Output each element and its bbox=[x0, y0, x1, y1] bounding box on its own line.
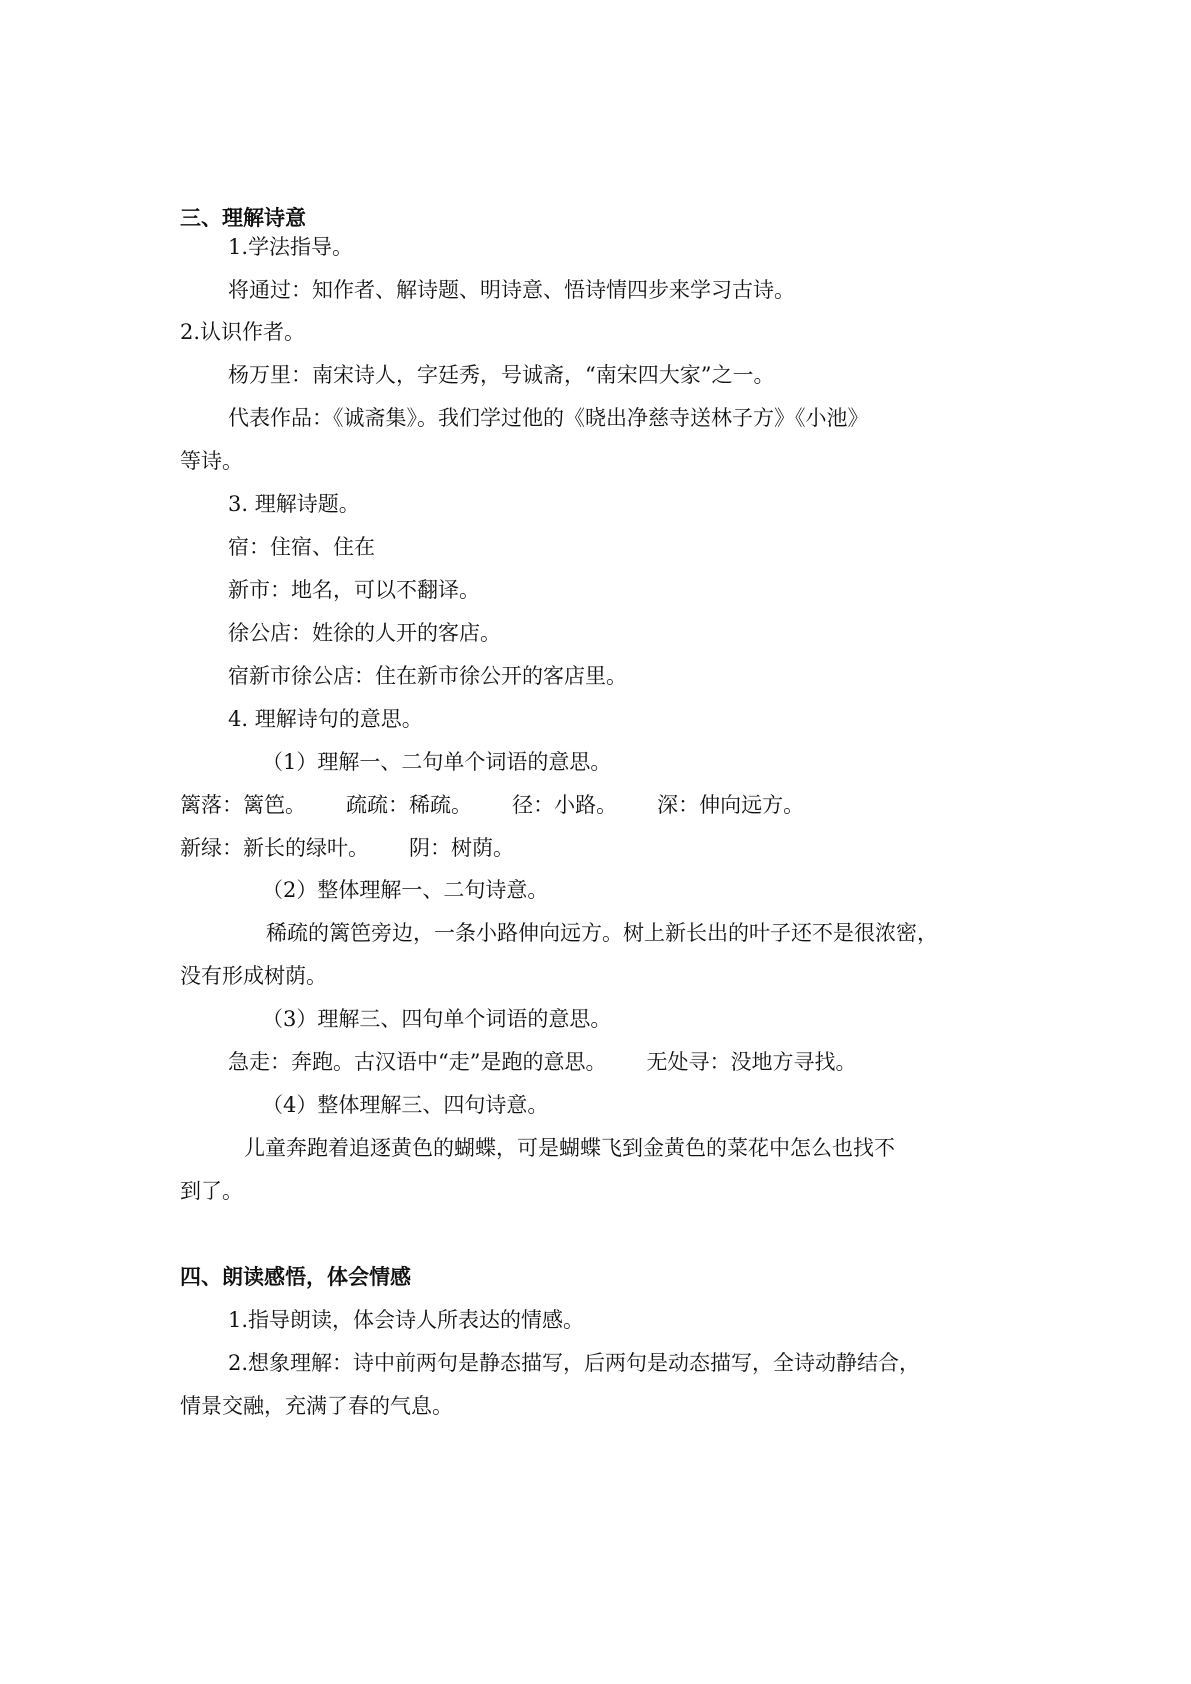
section-heading-4: 四、朗读感悟，体会情感 bbox=[180, 1264, 411, 1289]
paragraph-line: 杨万里：南宋诗人，字廷秀，号诚斋，“南宋四大家”之一。 bbox=[228, 363, 775, 387]
paragraph-line: 等诗。 bbox=[180, 449, 243, 473]
paragraph-line: 将通过：知作者、解诗题、明诗意、悟诗情四步来学习古诗。 bbox=[228, 278, 795, 302]
paragraph-line: 宿新市徐公店：住在新市徐公开的客店里。 bbox=[228, 664, 627, 688]
paragraph-line: 新市：地名，可以不翻译。 bbox=[228, 578, 480, 602]
paragraph-line: 没有形成树荫。 bbox=[180, 964, 327, 988]
paragraph-line: 徐公店：姓徐的人开的客店。 bbox=[228, 621, 501, 645]
paragraph-line: 2.认识作者。 bbox=[180, 320, 306, 344]
paragraph-line: （3）理解三、四句单个词语的意思。 bbox=[262, 1007, 612, 1031]
paragraph-line: （4）整体理解三、四句诗意。 bbox=[262, 1093, 549, 1117]
paragraph-line: 篱落：篱笆。 疏疏：稀疏。 径：小路。 深：伸向远方。 bbox=[180, 793, 805, 817]
paragraph-line: 急走：奔跑。古汉语中“走”是跑的意思。 无处寻：没地方寻找。 bbox=[228, 1050, 857, 1074]
paragraph-line: 宿：住宿、住在 bbox=[228, 535, 375, 559]
paragraph-line: 代表作品：《诚斋集》。我们学过他的《晓出净慈寺送林子方》《小池》 bbox=[228, 406, 869, 430]
paragraph-line: 2.想象理解：诗中前两句是静态描写，后两句是动态描写，全诗动静结合， bbox=[228, 1351, 921, 1375]
paragraph-line: 新绿：新长的绿叶。 阴：树荫。 bbox=[180, 836, 515, 860]
paragraph-line: 1.学法指导。 bbox=[228, 235, 354, 259]
paragraph-line: 4. 理解诗句的意思。 bbox=[228, 707, 423, 731]
paragraph-line: 稀疏的篱笆旁边，一条小路伸向远方。树上新长出的叶子还不是很浓密， bbox=[266, 921, 938, 945]
paragraph-line: 情景交融，充满了春的气息。 bbox=[180, 1394, 453, 1418]
paragraph-line: 3. 理解诗题。 bbox=[228, 492, 360, 516]
paragraph-line: 儿童奔跑着追逐黄色的蝴蝶，可是蝴蝶飞到金黄色的菜花中怎么也找不 bbox=[244, 1136, 895, 1160]
paragraph-line: 到了。 bbox=[180, 1179, 243, 1203]
paragraph-line: （2）整体理解一、二句诗意。 bbox=[262, 878, 549, 902]
paragraph-line: （1）理解一、二句单个词语的意思。 bbox=[262, 750, 612, 774]
section-heading-3: 三、理解诗意 bbox=[180, 205, 306, 230]
paragraph-line: 1.指导朗读，体会诗人所表达的情感。 bbox=[228, 1308, 585, 1332]
